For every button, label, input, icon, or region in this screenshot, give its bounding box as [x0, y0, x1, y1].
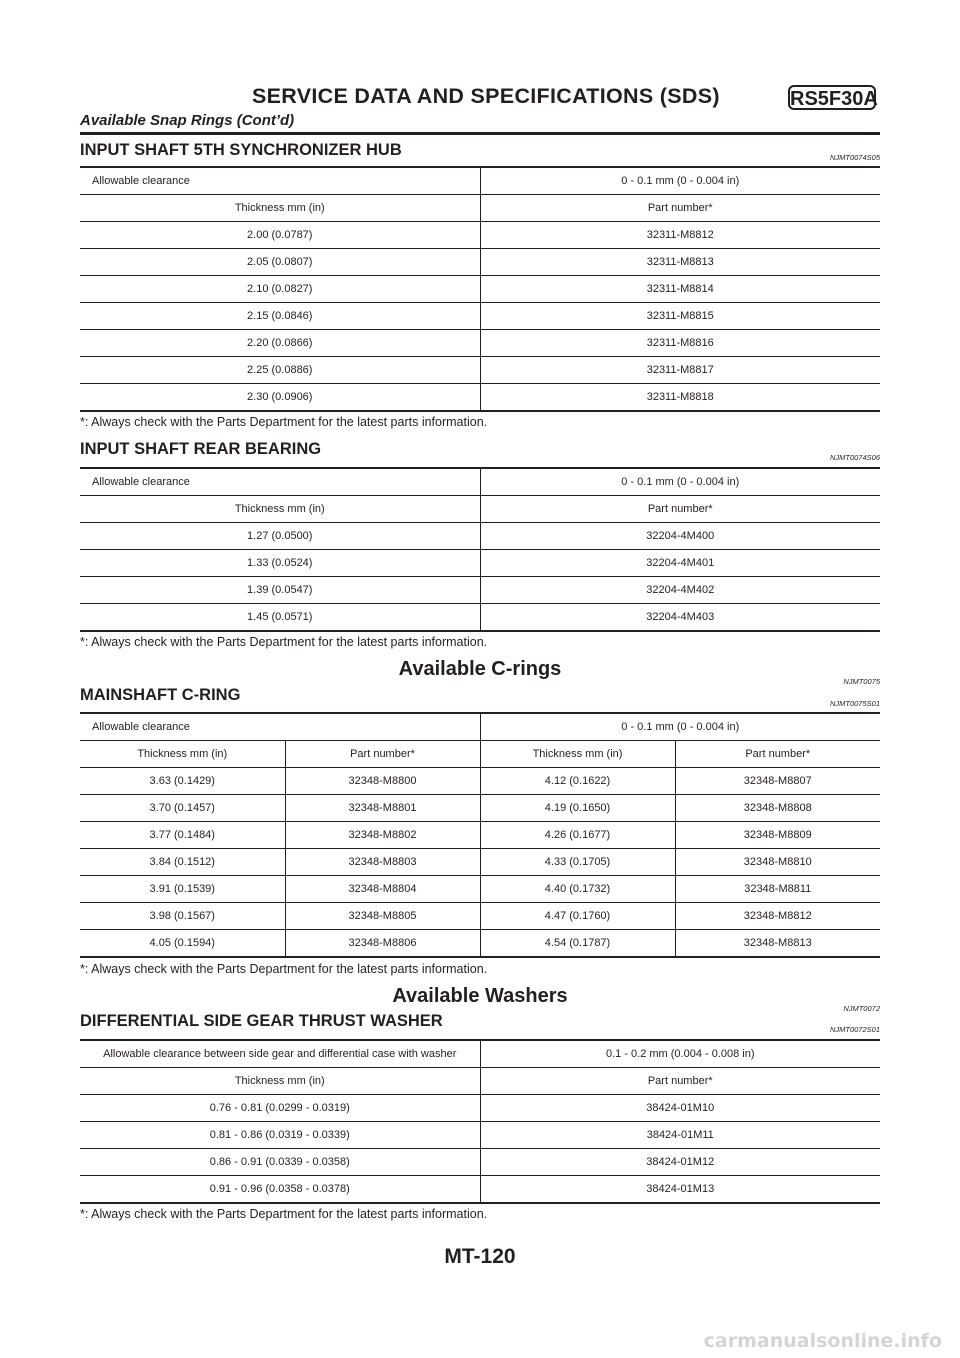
table-row [80, 1149, 880, 1176]
column-header-thickness: Thickness mm (in) [80, 741, 285, 768]
watermark: carmanualsonline.info [703, 1330, 942, 1352]
part-number-cell: 32311-M8817 [480, 357, 880, 384]
clearance-label: Allowable clearance [80, 468, 480, 496]
parts-note: *: Always check with the Parts Department for the latest parts information. [80, 1207, 488, 1221]
section-code-thrust-washer: NJMT0072S01 [829, 1025, 880, 1034]
parts-note: *: Always check with the Parts Department for the latest parts information. [80, 962, 488, 976]
part-number-cell: 38424-01M10 [480, 1095, 880, 1122]
parts-note: *: Always check with the Parts Department for the latest parts information. [80, 415, 488, 429]
section-title-rear-bearing: INPUT SHAFT REAR BEARING [80, 440, 322, 458]
thickness-cell: 0.91 - 0.96 (0.0358 - 0.0378) [80, 1176, 480, 1204]
section-code-mainshaft-c-ring: NJMT0075S01 [829, 699, 880, 708]
table-row [80, 903, 880, 930]
table-row [80, 1176, 880, 1204]
thickness-cell: 2.25 (0.0886) [80, 357, 480, 384]
thickness-cell: 2.05 (0.0807) [80, 249, 480, 276]
table-row [80, 523, 880, 550]
section-title-5th-sync-hub: INPUT SHAFT 5TH SYNCHRONIZER HUB [80, 141, 402, 159]
part-number-cell: 32348-M8810 [675, 849, 880, 876]
header-divider [80, 132, 880, 135]
thickness-cell: 1.27 (0.0500) [80, 523, 480, 550]
table-thrust-washer [80, 1039, 880, 1204]
table-row [80, 276, 880, 303]
page-header-title: SERVICE DATA AND SPECIFICATIONS (SDS) [252, 84, 720, 108]
heading-code-c-rings: NJMT0075 [843, 677, 880, 686]
section-code-rear-bearing: NJMT0074S06 [829, 453, 880, 462]
table-row [80, 1095, 880, 1122]
part-number-cell: 32311-M8812 [480, 222, 880, 249]
table-row [80, 1040, 880, 1068]
part-number-cell: 38424-01M11 [480, 1122, 880, 1149]
section-title-mainshaft-c-ring: MAINSHAFT C-RING [80, 686, 241, 704]
table-row [80, 468, 880, 496]
thickness-cell: 1.45 (0.0571) [80, 604, 480, 632]
table-row [80, 768, 880, 795]
part-number-cell: 38424-01M12 [480, 1149, 880, 1176]
thickness-cell: 4.12 (0.1622) [480, 768, 675, 795]
thickness-cell: 2.30 (0.0906) [80, 384, 480, 412]
column-header-part-number: Part number* [480, 195, 880, 222]
clearance-value: 0.1 - 0.2 mm (0.004 - 0.008 in) [480, 1040, 880, 1068]
thickness-cell: 1.33 (0.0524) [80, 550, 480, 577]
page-number: MT-120 [444, 1245, 516, 1268]
part-number-cell: 32204-4M402 [480, 577, 880, 604]
table-row [80, 384, 880, 412]
heading-code-washers: NJMT0072 [843, 1004, 880, 1013]
table-row [80, 167, 880, 195]
thickness-cell: 4.54 (0.1787) [480, 930, 675, 958]
table-header-row [80, 496, 880, 523]
table-rear-bearing [80, 467, 880, 632]
part-number-cell: 32348-M8811 [675, 876, 880, 903]
table-row [80, 330, 880, 357]
clearance-value: 0 - 0.1 mm (0 - 0.004 in) [480, 713, 880, 741]
part-number-cell: 32348-M8801 [285, 795, 480, 822]
part-number-cell: 38424-01M13 [480, 1176, 880, 1204]
part-number-cell: 32204-4M400 [480, 523, 880, 550]
thickness-cell: 2.10 (0.0827) [80, 276, 480, 303]
thickness-cell: 2.15 (0.0846) [80, 303, 480, 330]
clearance-value: 0 - 0.1 mm (0 - 0.004 in) [480, 468, 880, 496]
parts-note: *: Always check with the Parts Department for the latest parts information. [80, 635, 488, 649]
thickness-cell: 3.91 (0.1539) [80, 876, 285, 903]
thickness-cell: 3.84 (0.1512) [80, 849, 285, 876]
table-row [80, 550, 880, 577]
thickness-cell: 1.39 (0.0547) [80, 577, 480, 604]
section-title-thrust-washer: DIFFERENTIAL SIDE GEAR THRUST WASHER [80, 1012, 443, 1030]
thickness-cell: 2.00 (0.0787) [80, 222, 480, 249]
thickness-cell: 0.81 - 0.86 (0.0319 - 0.0339) [80, 1122, 480, 1149]
part-number-cell: 32348-M8803 [285, 849, 480, 876]
thickness-cell: 0.76 - 0.81 (0.0299 - 0.0319) [80, 1095, 480, 1122]
part-number-cell: 32348-M8804 [285, 876, 480, 903]
clearance-value: 0 - 0.1 mm (0 - 0.004 in) [480, 167, 880, 195]
part-number-cell: 32348-M8802 [285, 822, 480, 849]
clearance-label: Allowable clearance [80, 713, 480, 741]
table-row [80, 604, 880, 632]
column-header-thickness: Thickness mm (in) [480, 741, 675, 768]
table-row [80, 1122, 880, 1149]
section-code-5th-sync-hub: NJMT0074S05 [829, 153, 880, 162]
table-5th-sync-hub [80, 166, 880, 412]
part-number-cell: 32311-M8816 [480, 330, 880, 357]
part-number-cell: 32348-M8807 [675, 768, 880, 795]
part-number-cell: 32204-4M401 [480, 550, 880, 577]
table-row [80, 849, 880, 876]
page-header-subtitle: Available Snap Rings (Cont’d) [80, 112, 295, 129]
table-row [80, 303, 880, 330]
part-number-cell: 32348-M8805 [285, 903, 480, 930]
heading-available-washers: Available Washers [392, 985, 568, 1007]
table-row [80, 222, 880, 249]
column-header-part-number: Part number* [480, 496, 880, 523]
heading-available-c-rings: Available C-rings [398, 658, 562, 680]
part-number-cell: 32348-M8800 [285, 768, 480, 795]
thickness-cell: 0.86 - 0.91 (0.0339 - 0.0358) [80, 1149, 480, 1176]
part-number-cell: 32204-4M403 [480, 604, 880, 632]
thickness-cell: 3.63 (0.1429) [80, 768, 285, 795]
column-header-thickness: Thickness mm (in) [80, 195, 480, 222]
part-number-cell: 32311-M8814 [480, 276, 880, 303]
thickness-cell: 3.98 (0.1567) [80, 903, 285, 930]
table-header-row [80, 195, 880, 222]
part-number-cell: 32311-M8815 [480, 303, 880, 330]
column-header-part-number: Part number* [480, 1068, 880, 1095]
model-badge: RS5F30A [788, 85, 876, 110]
thickness-cell: 4.47 (0.1760) [480, 903, 675, 930]
table-row [80, 822, 880, 849]
column-header-part-number: Part number* [285, 741, 480, 768]
clearance-label: Allowable clearance [80, 167, 480, 195]
part-number-cell: 32348-M8806 [285, 930, 480, 958]
thickness-cell: 4.26 (0.1677) [480, 822, 675, 849]
table-row [80, 795, 880, 822]
part-number-cell: 32311-M8818 [480, 384, 880, 412]
column-header-part-number: Part number* [675, 741, 880, 768]
clearance-label: Allowable clearance between side gear and differential case with washer [80, 1040, 480, 1068]
table-row [80, 577, 880, 604]
table-mainshaft-c-ring [80, 712, 880, 958]
thickness-cell: 3.70 (0.1457) [80, 795, 285, 822]
column-header-thickness: Thickness mm (in) [80, 496, 480, 523]
part-number-cell: 32348-M8813 [675, 930, 880, 958]
thickness-cell: 2.20 (0.0866) [80, 330, 480, 357]
part-number-cell: 32311-M8813 [480, 249, 880, 276]
table-row [80, 876, 880, 903]
column-header-thickness: Thickness mm (in) [80, 1068, 480, 1095]
part-number-cell: 32348-M8808 [675, 795, 880, 822]
table-row [80, 357, 880, 384]
thickness-cell: 4.33 (0.1705) [480, 849, 675, 876]
part-number-cell: 32348-M8812 [675, 903, 880, 930]
part-number-cell: 32348-M8809 [675, 822, 880, 849]
table-header-row [80, 1068, 880, 1095]
table-row [80, 249, 880, 276]
thickness-cell: 4.19 (0.1650) [480, 795, 675, 822]
thickness-cell: 4.05 (0.1594) [80, 930, 285, 958]
table-row [80, 713, 880, 741]
table-header-row [80, 741, 880, 768]
table-row [80, 930, 880, 958]
thickness-cell: 3.77 (0.1484) [80, 822, 285, 849]
thickness-cell: 4.40 (0.1732) [480, 876, 675, 903]
